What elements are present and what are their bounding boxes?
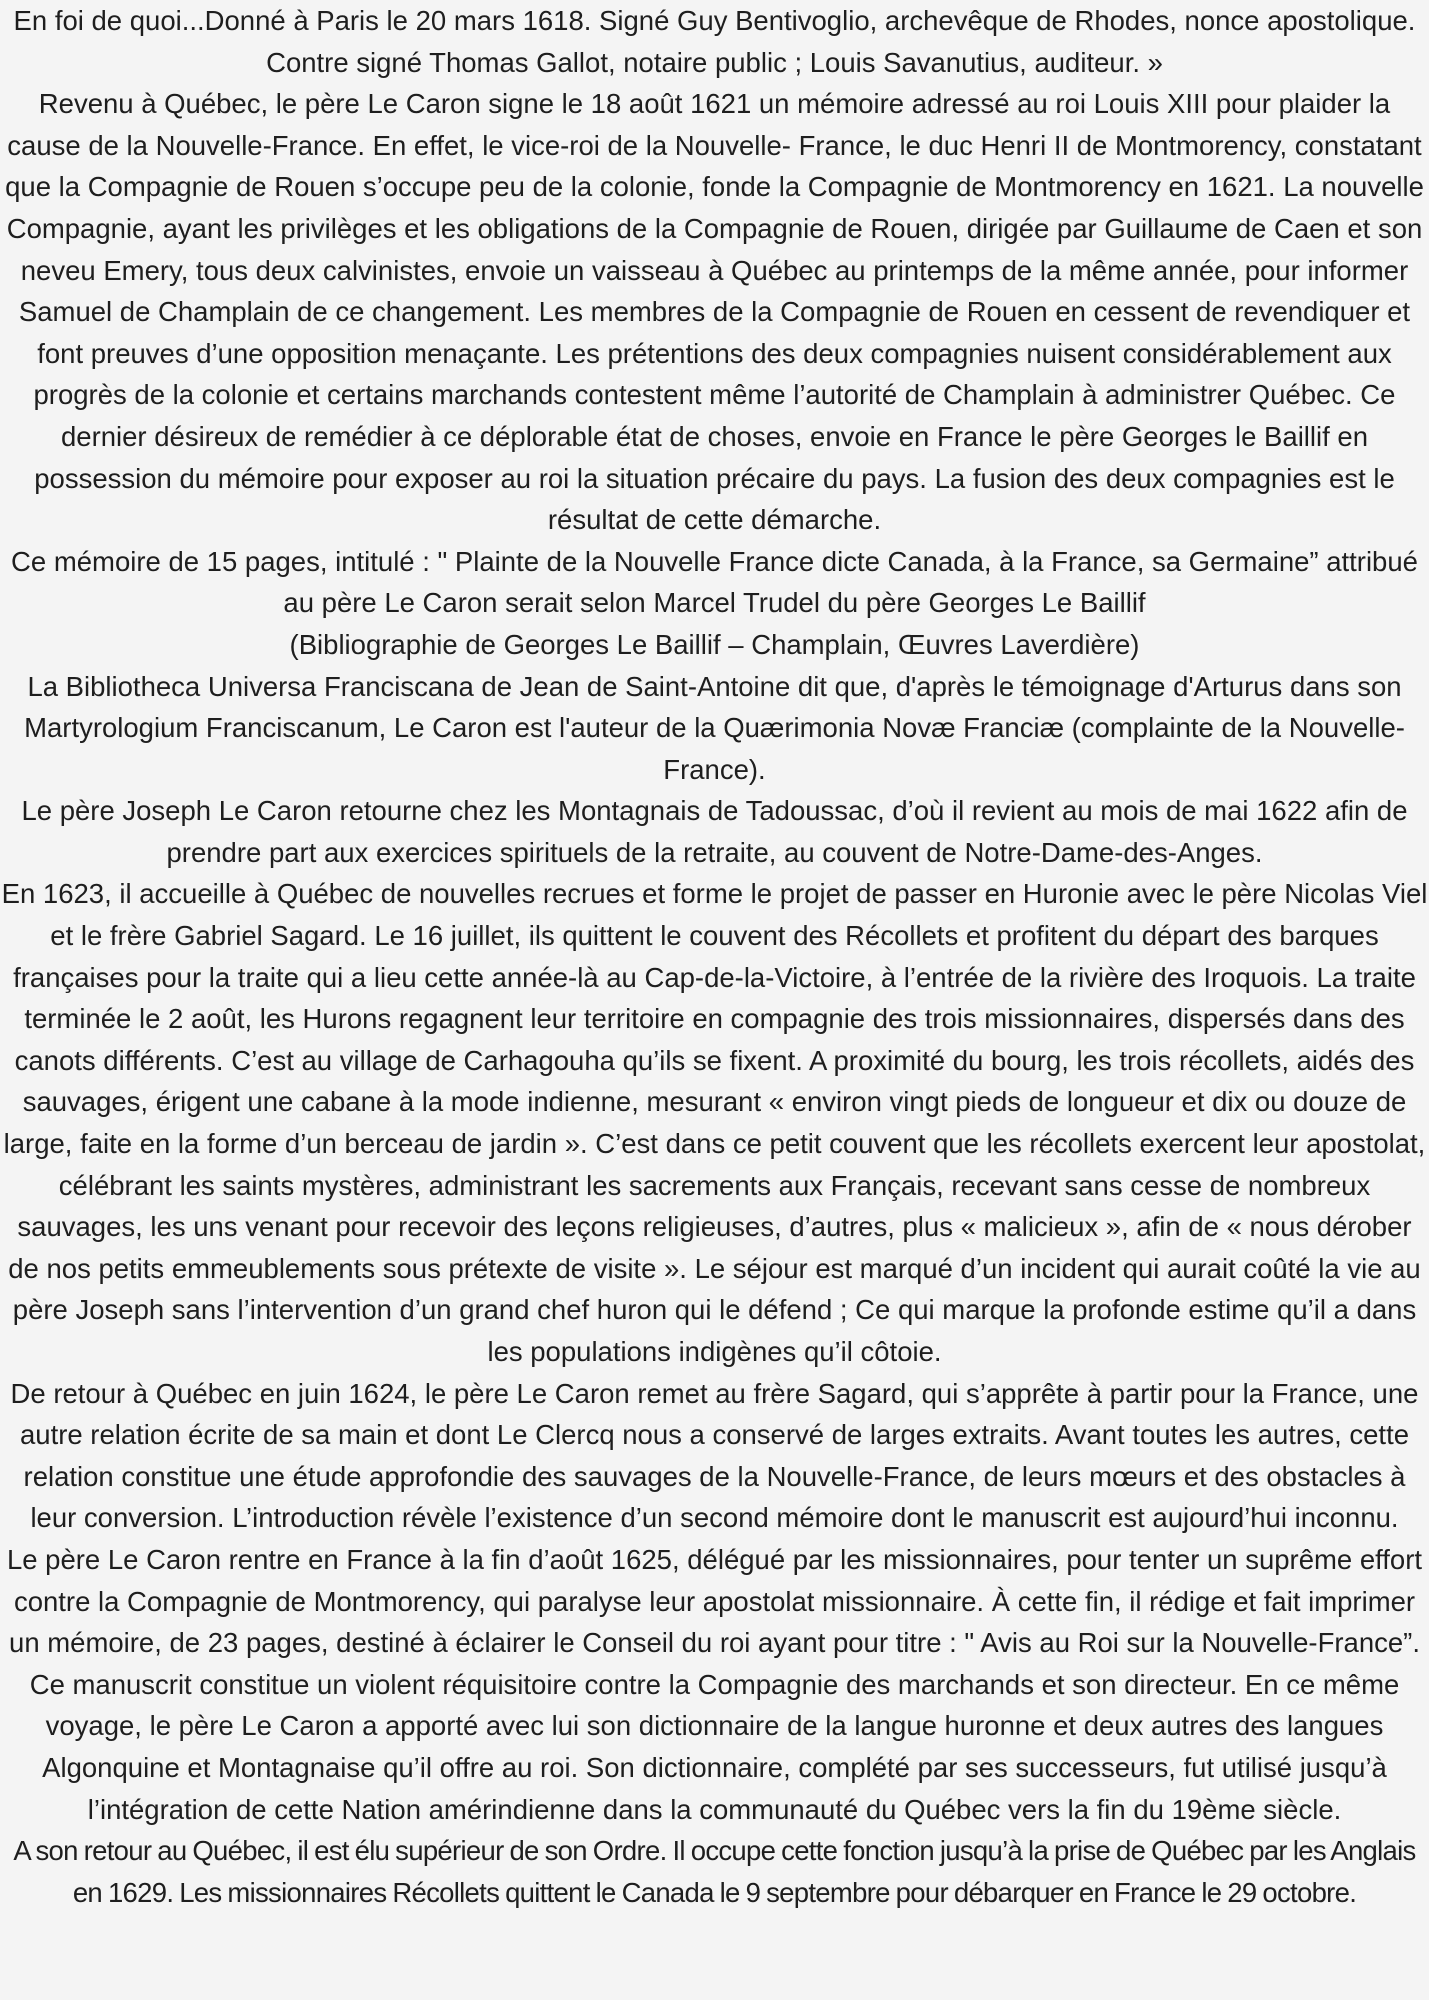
paragraph-plainte: Ce mémoire de 15 pages, intitulé : " Plainte de la Nouvelle France dicte Canada, à la France, sa Germaine” attribué au père Le Caron serait selon Marcel Trudel du père Georges Le Baillif [11, 545, 1418, 619]
paragraph-france-1625: Le père Le Caron rentre en France à la fin d’août 1625, délégué par les missionnaires, pour tenter un suprême effort contre la Compagnie de Montmorency, qui paralyse leur apostolat missionnaire. À cette fin, il rédige et fait imprimer un mémoire, de 23 pages, destiné à éclairer le Conseil du roi ayant pour titre : " Avis au Roi sur la Nouvelle-France”. Ce manuscrit constitue un violent réquisitoire contre la Compagnie des marchands et son directeur. En ce même voyage, le père Le Caron a apporté avec lui son dictionnaire de la langue huronne et deux autres des langues Algonquine et Montagnaise qu’il offre au roi. Son dictionnaire, complété par ses successeurs, fut utilisé jusqu’à l’intégration de cette Nation amérindienne dans la communauté du Québec vers la fin du 19ème siècle. [6, 1543, 1423, 1825]
paragraph-attestation: En foi de quoi...Donné à Paris le 20 mars 1618. Signé Guy Bentivoglio, archevêque de Rhodes, nonce apostolique. Contre signé Thomas Gallot, notaire public ; Louis Savanutius, auditeur. » [13, 5, 1416, 78]
paragraph-bibliotheca: La Bibliotheca Universa Franciscana de Jean de Saint-Antoine dit que, d'après le témoignage d'Arturus dans son Martyrologium Franciscanum, Le Caron est l'auteur de la Quærimonia Novæ Franciæ (complainte de la Nouvelle-France). [24, 670, 1405, 785]
paragraph-superieur: A son retour au Québec, il est élu supérieur de son Ordre. Il occupe cette fonction jusqu’à la prise de Québec par les Anglais en 1629. Les missionnaires Récollets quittent le Canada le 9 septembre pour débarquer en France le 29 octobre. [13, 1835, 1416, 1908]
paragraph-retour-1624: De retour à Québec en juin 1624, le père Le Caron remet au frère Sagard, qui s’apprête à partir pour la France, une autre relation écrite de sa main et dont Le Clercq nous a conservé de larges extraits. Avant toutes les autres, cette relation constitue une étude approfondie des sauvages de la Nouvelle-France, de leurs mœurs et des obstacles à leur conversion. L’introduction révèle l’existence d’un second mémoire dont le manuscrit est aujourd’hui inconnu. [10, 1377, 1419, 1534]
paragraph-tadoussac: Le père Joseph Le Caron retourne chez les Montagnais de Tadoussac, d’où il revient au mois de mai 1622 afin de prendre part aux exercices spirituels de la retraite, au couvent de Notre-Dame-des-Anges. [21, 795, 1408, 868]
paragraph-memoire-1621: Revenu à Québec, le père Le Caron signe le 18 août 1621 un mémoire adressé au roi Louis XIII pour plaider la cause de la Nouvelle-France. En effet, le vice-roi de la Nouvelle- France, le duc Henri II de Montmorency, constatant que la Compagnie de Rouen s’occupe peu de la colonie, fonde la Compagnie de Montmorency en 1621. La nouvelle Compagnie, ayant les privilèges et les obligations de la Compagnie de Rouen, dirigée par Guillaume de Caen et son neveu Emery, tous deux calvinistes, envoie un vaisseau à Québec au printemps de la même année, pour informer Samuel de Champlain de ce changement. Les membres de la Compagnie de Rouen en cessent de revendiquer et font preuves d’une opposition menaçante. Les prétentions des deux compagnies nuisent considérablement aux progrès de la colonie et certains marchands contestent même l’autorité de Champlain à administrer Québec. Ce dernier désireux de remédier à ce déplorable état de choses, envoie en France le père Georges le Baillif en possession du mémoire pour exposer au roi la situation précaire du pays. La fusion des deux compagnies est le résultat de cette démarche. [5, 88, 1424, 536]
paragraph-bibliographie: (Bibliographie de Georges Le Baillif – Champlain, Œuvres Laverdière) [289, 628, 1140, 660]
paragraph-huronie: En 1623, il accueille à Québec de nouvelles recrues et forme le projet de passer en Huronie avec le père Nicolas Viel et le frère Gabriel Sagard. Le 16 juillet, ils quittent le couvent des Récollets et profitent du départ des barques françaises pour la traite qui a lieu cette année-là au Cap-de-la-Victoire, à l’entrée de la rivière des Iroquois. La traite terminée le 2 août, les Hurons regagnent leur territoire en compagnie des trois missionnaires, dispersés dans des canots différents. C’est au village de Carhagouha qu’ils se fixent. A proximité du bourg, les trois récollets, aidés des sauvages, érigent une cabane à la mode indienne, mesurant « environ vingt pieds de longueur et dix ou douze de large, faite en la forme d’un berceau de jardin ». C’est dans ce petit couvent que les récollets exercent leur apostolat, célébrant les saints mystères, administrant les sacrements aux Français, recevant sans cesse de nombreux sauvages, les uns venant pour recevoir des leçons religieuses, d’autres, plus « malicieux », afin de « nous dérober de nos petits emmeublements sous prétexte de visite ». Le séjour est marqué d’un incident qui aurait coûté la vie au père Joseph sans l’intervention d’un grand chef huron qui le défend ; Ce qui marque la profonde estime qu’il a dans les populations indigènes qu’il côtoie. [1, 878, 1428, 1367]
